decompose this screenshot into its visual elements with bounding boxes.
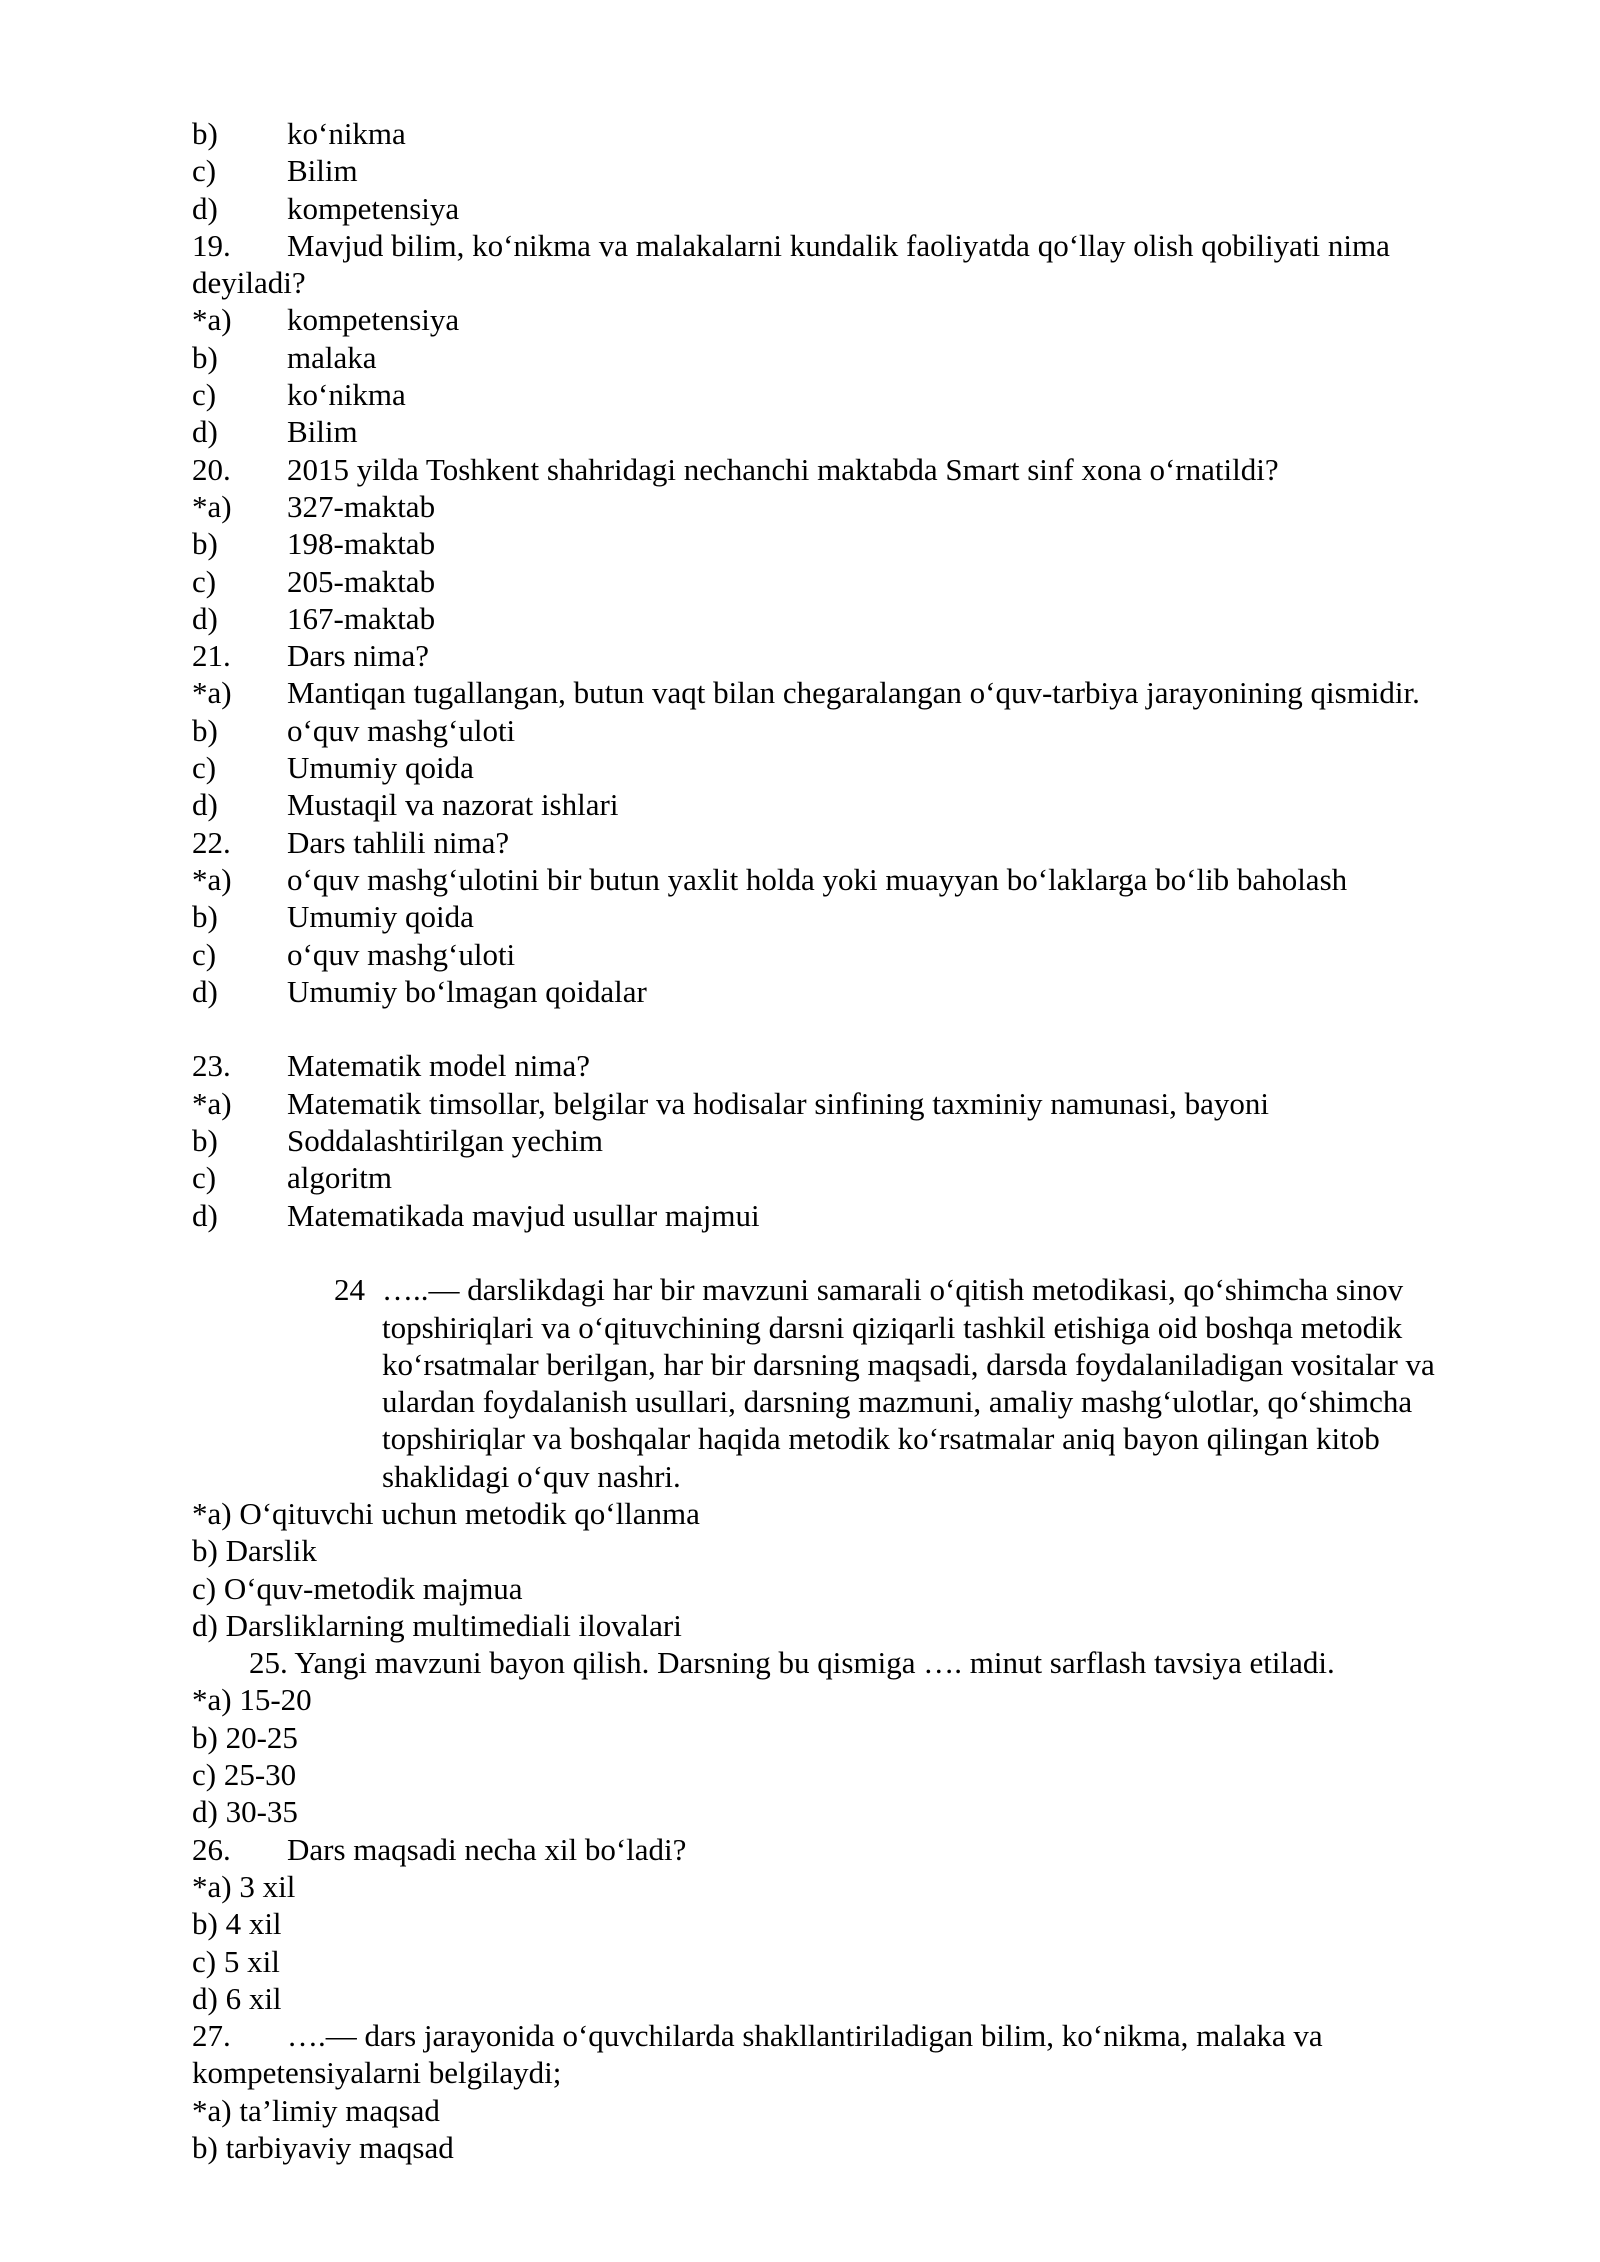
q22-option-b: b) Umumiy qoida xyxy=(192,899,474,935)
q26-option-a: *a) 3 xil xyxy=(192,1868,296,1904)
q22-option-d: d) Umumiy bo‘lmagan qoidalar xyxy=(192,973,647,1009)
q21-option-b: b) o‘quv mashg‘uloti xyxy=(192,712,516,748)
q27-option-b: b) tarbiyaviy maqsad xyxy=(192,2130,454,2166)
q23-question: 23. Matematik model nima? xyxy=(192,1048,591,1084)
q26-option-b: b) 4 xil xyxy=(192,1906,282,1942)
q18-option-d: d) kompetensiya xyxy=(192,190,460,226)
q25-question: 25. Yangi mavzuni bayon qilish. Darsning bu qismiga …. minut sarflash tavsiya etiladi. xyxy=(249,1645,1335,1681)
q27-option-a: *a) ta’limiy maqsad xyxy=(192,2092,440,2128)
q18-option-c: c) Bilim xyxy=(192,153,358,189)
q20-option-c: c) 205-maktab xyxy=(192,563,436,599)
test-document xyxy=(192,115,1482,2166)
q25-option-d: d) 30-35 xyxy=(192,1794,298,1830)
q24-option-a: *a) O‘qituvchi uchun metodik qo‘llanma xyxy=(192,1495,700,1531)
q19-option-b: b) malaka xyxy=(192,339,377,375)
q27-question: 27. ….— dars jarayonida o‘quvchilarda shakllantiriladigan bilim, ko‘nikma, malaka va kompetensiyalarni belgilaydi; xyxy=(192,2018,1323,2091)
q24-option-c: c) O‘quv-metodik majmua xyxy=(192,1570,523,1606)
q19-question: 19. Mavjud bilim, ko‘nikma va malakalarni kundalik faoliyatda qo‘llay olish qobiliyati nima deyiladi? xyxy=(192,227,1390,301)
q21-option-c: c) Umumiy qoida xyxy=(192,750,474,786)
q26-question: 26. Dars maqsadi necha xil bo‘ladi? xyxy=(192,1831,687,1867)
q24-option-d: d) Darsliklarning multimediali ilovalari xyxy=(192,1607,682,1643)
q24-option-b: b) Darslik xyxy=(192,1533,317,1569)
q23-option-c: c) algoritm xyxy=(192,1160,393,1196)
q20-option-d: d) 167-maktab xyxy=(192,600,436,636)
q23-option-a: *a) Matematik timsollar, belgilar va hodisalar sinfining taxminiy namunasi, bayoni xyxy=(192,1085,1269,1121)
q23-option-b: b) Soddalashtirilgan yechim xyxy=(192,1123,603,1159)
blank-line xyxy=(192,1234,1482,1271)
q19-option-a: *a) kompetensiya xyxy=(192,302,460,338)
q20-question: 20. 2015 yilda Toshkent shahridagi nechanchi maktabda Smart sinf xona o‘rnatildi? xyxy=(192,451,1279,487)
q19-option-d: d) Bilim xyxy=(192,414,358,450)
q21-question: 21. Dars nima? xyxy=(192,638,430,674)
q22-question: 22. Dars tahlili nima? xyxy=(192,824,510,860)
q18-option-b: b) ko‘nikma xyxy=(192,116,406,151)
q21-option-d: d) Mustaqil va nazorat ishlari xyxy=(192,787,619,823)
q26-option-d: d) 6 xil xyxy=(192,1980,282,2016)
q23-option-d: d) Matematikada mavjud usullar majmui xyxy=(192,1197,760,1233)
q22-option-c: c) o‘quv mashg‘uloti xyxy=(192,936,516,972)
q20-option-b: b) 198-maktab xyxy=(192,526,436,562)
q19-option-c: c) ko‘nikma xyxy=(192,377,406,413)
q22-option-a: *a) o‘quv mashg‘ulotini bir butun yaxlit holda yoki muayyan bo‘laklarga bo‘lib baholash xyxy=(192,861,1348,897)
blank-line xyxy=(192,1010,1482,1047)
q26-option-c: c) 5 xil xyxy=(192,1943,280,1979)
q20-option-a: *a) 327-maktab xyxy=(192,488,436,524)
q21-option-a: *a) Mantiqan tugallangan, butun vaqt bilan chegaralangan o‘quv-tarbiya jarayonining qismidir. xyxy=(192,675,1420,711)
q24-question: 24 …..— darslikdagi har bir mavzuni samarali o‘qitish metodikasi, qo‘shimcha sinov topshiriqlari va o‘qituvchining darsni qiziqarli tashkil etishiga oid boshqa metodik ko‘rsatmalar berilgan, har bir darsning maqsadi, darsda foydalaniladigan vositalar va ulardan foydalanish usullari, darsning mazmuni, amaliy mashg‘ulotlar, qo‘shimcha topshiriqlar va boshqalar haqida metodik ko‘rsatmalar aniq bayon qilingan kitob shaklidagi o‘quv nashri. xyxy=(334,1272,1435,1494)
q25-option-b: b) 20-25 xyxy=(192,1719,298,1755)
q25-option-a: *a) 15-20 xyxy=(192,1682,312,1718)
q25-option-c: c) 25-30 xyxy=(192,1757,297,1793)
